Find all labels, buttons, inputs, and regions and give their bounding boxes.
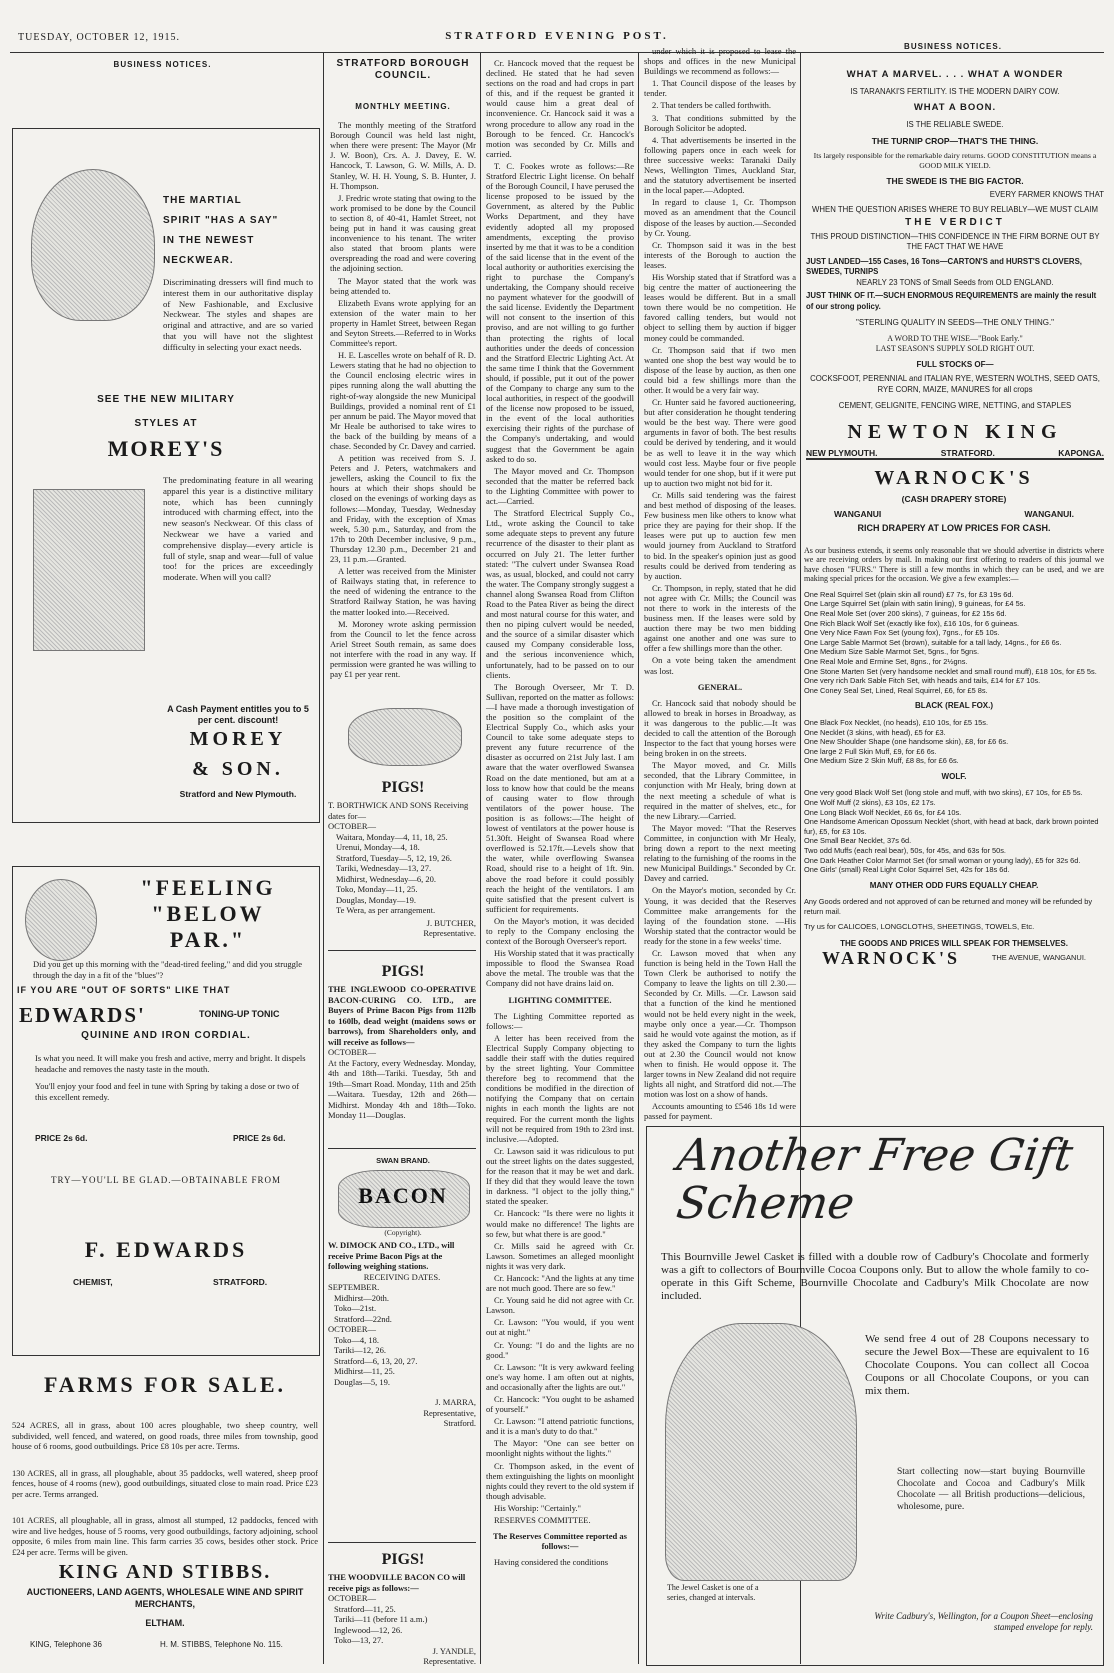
- warnock-towns: [804, 509, 1104, 520]
- firm-morey: MOREY: [189, 728, 287, 750]
- dimock-date: Toko—21st.: [334, 1303, 377, 1313]
- farms-list: [12, 1420, 318, 1557]
- borthwick-date: Te Wera, as per arrangement.: [336, 905, 436, 915]
- every-farmer-line: EVERY FARMER KNOWS THAT: [989, 190, 1104, 199]
- article-paragraph: M. Moroney wrote asking permission from the Council to let the fence across Ariel Street South remain, as same does not interfere with the road in any way. If permission were granted he was willing to pay £1 per year rent.: [330, 618, 476, 680]
- farm-item: 130 ACRES, all in grass, all ploughable, about 35 paddocks, well watered, sheep proof fences, house of 4 rooms (new), good outbuildings, situated close to main road. Price £23 per acre. Terms arranged.: [12, 1467, 318, 1499]
- council-article-cont: [486, 58, 634, 1668]
- column-rule: [638, 52, 639, 1664]
- dimock-october: OCTOBER—: [328, 1324, 377, 1334]
- warnock-footer-name: WARNOCK'S: [822, 948, 961, 969]
- article-paragraph: The Mayor moved, and Cr. Mills seconded, that the Library Committee, in conjunction with Mr Healy, bring down at the next meeting a schedule of what is required in the matter of shelves, etc., for the new Library.—Carried.: [644, 760, 796, 821]
- farm-item: 101 ACRES, all ploughable, all in grass, almost all stumped, 12 paddocks, fenced with wire and live hedges, house of 5 rooms, very good outbuildings, factory adjoining, school opposite, 6 miles from main line. This farm carries 35 cows, besides other stock. Price £24 per acre. Terms will be given.: [12, 1515, 318, 1557]
- king-stibbs: KING AND STIBBS.: [58, 1561, 272, 1583]
- fur-item: One Handsome American Opossum Necklet (short, with head at back, dark brown pointed fur), £5, for £3 10s.: [804, 817, 1099, 836]
- farm-item: 524 ACRES, all in grass, about 100 acres ploughable, two sheep country, well subdivided, well fenced, and watered, on good roads, three miles from township, good house of 6 rooms, good outbuildings. Price £8 10s per acre. Terms.: [12, 1420, 318, 1451]
- edwards-toning: TONING-UP TONIC: [199, 1009, 280, 1019]
- woodville-ad: [328, 1572, 476, 1667]
- edwards-price-right: PRICE 2s 6d.: [233, 1133, 286, 1143]
- dimock-date: Midhirst—11, 25.: [334, 1366, 395, 1376]
- column-rule: [323, 52, 324, 1664]
- edwards-try: TRY—YOU'LL BE GLAD.—OBTAINABLE FROM: [50, 1175, 282, 1185]
- article-paragraph: The Mayor: "One can see better on moonlight nights without the lights.": [486, 1438, 634, 1459]
- taranaki-line: IS TARANAKI'S FERTILITY. IS THE MODERN DAIRY COW.: [850, 86, 1060, 96]
- borthwick-date: Stratford, Tuesday—5, 12, 19, 26.: [336, 852, 452, 863]
- fur-item: One New Shoulder Shape (one handsome skin), £8, for £6 6s.: [804, 737, 1009, 747]
- town: WANGANUI: [834, 508, 882, 519]
- article-paragraph: 3. That conditions submitted by the Borough Solicitor be adopted.: [644, 112, 796, 133]
- warnock-footer: [804, 948, 1104, 969]
- borthwick-signature: J. BUTCHER,: [426, 917, 476, 928]
- moreys-name: MOREY'S: [107, 436, 225, 461]
- article-paragraph: Cr. Young: "I do and the lights are no good.": [486, 1339, 634, 1360]
- fur-item: One Medium Size 2 Skin Muff, £8 8s, for £6 6s.: [804, 756, 959, 766]
- swede-line: IS THE RELIABLE SWEDE.: [906, 119, 1004, 129]
- council-title-1: STRATFORD BOROUGH: [336, 58, 470, 69]
- section-heading: LIGHTING COMMITTEE.: [508, 994, 612, 1005]
- cash-discount: A Cash Payment entitles you to 5 per cent. discount!: [167, 704, 309, 725]
- neckwear-illustration: [33, 489, 145, 651]
- turnip-line: THE TURNIP CROP—THAT'S THE THING.: [871, 136, 1039, 146]
- section-heading: GENERAL.: [697, 681, 743, 692]
- cadbury-ad: [646, 1126, 1104, 1666]
- article-paragraph: T. C. Fookes wrote as follows:—Re Stratford Electric Light license. On behalf of the Borough Council, I have perused the license proposed to be issued by the Government, as altered by the Public Works Department, and they have evidently adopted all my proposed amendments, excepting the proviso inserted by me that it was to be a condition of the said license that in the event of the local authority or authorities exercising the right to purchase the Company's undertaking, the Company should receive no payment whatever for the goodwill of the said license. Evidently the Department will not consent to the insertion of this proviso, and are not willing to go further than protecting the rights of local authorities under the deeds of concession and the Stratford Electric Lighting Act. At the same time I think that the Government should, if possible, put it out of the power of the Company to charge any sum to the local authorities, in respect of the goodwill of the license now proposed to be issued, in the event of the local authorities exercising their rights of the purchase of the Company's undertaking, and would suggest that the Government be again asked to do so.: [486, 160, 634, 464]
- edwards-ad: [12, 866, 320, 1356]
- woodville-body: THE WOODVILLE BACON CO will receive pigs as follows:—: [328, 1572, 466, 1593]
- headline-line: "BELOW: [151, 901, 265, 926]
- borthwick-month: OCTOBER—: [328, 821, 377, 831]
- inglewood-dates: At the Factory, every Wednesday. Monday, 4th and 18th—Tariki. Tuesday, 5th and 19th—Smart Road. Monday, 11th and 25th—Waitara. Tuesday, 12th and 26th—Midhirst. Monday 4th and 18th—Toko. Monday 11—Douglas.: [328, 1057, 476, 1120]
- article-paragraph: Cr. Thompson asked, in the event of them extinguishing the lights on moonlight nights could they revert to the old system if though advisable.: [486, 1460, 634, 1501]
- warnock-footer-addr: THE AVENUE, WANGANUI.: [991, 953, 1086, 963]
- woodville-month: OCTOBER—: [328, 1593, 377, 1603]
- pigs3-title: PIGS!: [381, 1551, 425, 1568]
- article-paragraph: His Worship stated that if Stratford was a big centre the matter of auctioneering the leases would be different. But in a small town there would be no competition. He favored calling tenders, but would not object to selling them by auction if bigger money could be commanded.: [644, 271, 796, 343]
- inglewood-month: OCTOBER—: [328, 1047, 377, 1057]
- borthwick-date: Midhirst, Wednesday—6, 20.: [336, 873, 436, 884]
- when-line: WHEN THE QUESTION ARISES WHERE TO BUY RELIABLY—WE MUST CLAIM: [812, 204, 1098, 214]
- article-paragraph: Cr. Lawson: "It is very awkward feeling one's way home. I am often out at nights, and occasionally after the lights are out.": [486, 1361, 634, 1392]
- column-rule: [480, 52, 481, 1664]
- dimock-date: Stratford—6, 13, 20, 27.: [334, 1355, 418, 1366]
- fur-item: One Coney Seal Set, Lined, Real Squirrel, £6, for £5 8s.: [804, 685, 988, 695]
- article-paragraph: Having considered the conditions: [494, 1557, 609, 1568]
- dimock-ad: [328, 1240, 476, 1429]
- landed-line: JUST LANDED—155 Cases, 16 Tons—CARTON'S and HURST'S CLOVERS, SWEDES, TURNIPS: [806, 256, 1082, 276]
- article-paragraph: On a vote being taken the amendment was lost.: [644, 655, 796, 676]
- headline-line: SPIRIT "HAS A SAY": [163, 215, 279, 226]
- article-paragraph: Cr. Hunter said he favored auctioneering, but after consideration he thought tendering would be the best way. There were good arguments in favor of both. The best results could be derived by tendering, and it would be as well to leave it in the way which would cost less. Maybe four or five people would tender for one shop, but if it were put up to auction two might not bid for it.: [644, 397, 796, 488]
- fur-item: One Necklet (3 skins, with head), £5 for £3.: [804, 727, 946, 737]
- article-paragraph: The Borough Overseer, Mr T. D. Sullivan, reported on the matter as follows:—I have made a thorough investigation of the position so the complaint of the Electrical Supply Co., which asks your Council to take some adequate steps to prevent any future recurrence of the disaster as occurred on 21st July last. I am aware that the water overflowed Swansea Road on the date mentioned, but am at a loss to know how that could be the means of causing water to flow through ventilators of the power house. The position is as follows:—The height of lowest of ventilators at the power house is 51.30ft. Height of Swansea Road where overflowed is 52.17ft.—Levels show that the water, while overflowing Swansea Road, should rise to a height of 1ft. 9in. above the road before it could possibly reach the height of the ventilators. I am quite satisfied that the present culvert is sufficient for requirements.: [486, 681, 634, 914]
- article-paragraph: under which it is proposed to lease the shops and offices in the new Municipal Buildings we recommend as follows:—: [644, 46, 796, 77]
- see-military: SEE THE NEW MILITARY: [97, 394, 235, 405]
- article-paragraph: Cr. Hancock: "And the lights at any time are not much good. There are so few.": [486, 1272, 634, 1294]
- warnock-name: WARNOCK'S: [874, 467, 1034, 489]
- inglewood-ad: [328, 984, 476, 1121]
- article-paragraph: 1. That Council dispose of the leases by tender.: [644, 78, 796, 99]
- fur-item: One Long Black Wolf Necklet, £6 6s, for £4 10s.: [804, 807, 962, 817]
- article-paragraph: His Worship: "Certainly.": [494, 1502, 582, 1513]
- article-paragraph: H. E. Lascelles wrote on behalf of R. D. Lewers stating that he had no objection to the Council enclosing electric wires in pipes running along the wall abutting the right-of-way alongside the new Municipal Buildings, provided a nominal rent of £1 per annum be paid. The Mayor moved that Mr Heale be authorised to take wires to the back of the building by means of a chase. Seconded by Cr. Davey and carried.: [330, 350, 476, 451]
- newton-king-name: NEWTON KING: [847, 420, 1063, 443]
- headline-line: IN THE NEWEST: [163, 235, 255, 246]
- article-paragraph: Elizabeth Evans wrote applying for an extension of the water main to her property in Hamlet Street, between Regan and Seyton Streets.—Referred to in Works Committee's report.: [330, 297, 476, 349]
- edwards-price-left: PRICE 2s 6d.: [35, 1133, 88, 1143]
- headline-line: PAR.": [169, 927, 247, 952]
- fur-item: One Medium Size Sable Marmot Set, 5gns., for 5gns.: [804, 647, 979, 657]
- king-stibbs-place: ELTHAM.: [145, 1618, 185, 1628]
- think-line: JUST THINK OF IT.—SUCH ENORMOUS REQUIREMENTS are mainly the result of our strong policy.: [806, 291, 1097, 311]
- article-paragraph: Cr. Lawson said it was ridiculous to put out the street lights on the dates suggested, for the reason that it may be wet and dark. If they did that they would leave the town in darkness. "I object to the jolly thing," stated the speaker.: [486, 1145, 634, 1207]
- woodville-date: Stratford—11, 25.: [334, 1603, 396, 1614]
- article-paragraph: His Worship stated that it was practically impossible to flood the Swansea Road above the metal. The trouble was that the Company did not have drains laid on.: [486, 948, 634, 989]
- king-telephone: KING, Telephone 36: [30, 1640, 102, 1649]
- section-heading: The Reserves Committee reported as follows:—: [493, 1531, 627, 1552]
- borthwick-date: Douglas, Monday—19.: [336, 894, 417, 905]
- fur-item: One Very Nice Fawn Fox Set (young fox), 7gns., for £5 10s.: [804, 628, 1000, 638]
- article-paragraph: A letter was received from the Minister of Railways stating that, in reference to the need of widening the entrance to the Stratford Railway Station, he was having the matter looked into.—Received.: [330, 566, 476, 617]
- edwards-did: Did you get up this morning with the "dead-tired feeling," and did you struggle through the day in a fit of the "blues"?: [33, 959, 302, 980]
- dimock-intro: W. DIMOCK AND CO., LTD., will receive Prime Bacon Pigs at the following weighing stations.: [328, 1240, 455, 1271]
- cadbury-start: Start collecting now—start buying Bournville Chocolate and Cocoa and Cadbury's Milk Chocolate — all British productions—delicious, wholesome, pure.: [897, 1467, 1085, 1512]
- ad-divider: [328, 1148, 476, 1149]
- full-line: FULL STOCKS OF—: [916, 359, 994, 369]
- article-paragraph: The monthly meeting of the Stratford Borough Council was held last night, when there were present: The Mayor (Mr J. W. Boon), Crs. A. J. Davey, E. W. Hancock, T. Lawson, G. W. Mills, A. D. Stanley, W. H. H. Young, S. B. Hunter, J. H. Thompson.: [330, 120, 476, 191]
- edwards-firm: F. EDWARDS: [84, 1237, 248, 1262]
- big-factor-line: THE SWEDE IS THE BIG FACTOR.: [886, 175, 1024, 186]
- word-line: A WORD TO THE WISE—"Book Early.": [887, 333, 1023, 343]
- king-stibbs-trade: AUCTIONEERS, LAND AGENTS, WHOLESALE WINE AND SPIRIT MERCHANTS,: [26, 1587, 304, 1609]
- fur-list-2: [804, 718, 1104, 766]
- fur-item: One Large Sable Marmot Set (brown), suitable for a tall lady, 14gns., for £6 6s.: [804, 637, 1062, 647]
- borthwick-intro: T. BORTHWICK AND SONS Receiving dates for—: [328, 800, 469, 821]
- headline-line: THE MARTIAL: [163, 195, 242, 206]
- pigs2-title: PIGS!: [381, 963, 425, 980]
- edwards-chemist: CHEMIST,: [73, 1277, 113, 1287]
- cadbury-title-2: Scheme: [673, 1178, 858, 1229]
- article-paragraph: 4. That advertisements be inserted in the following papers once in each week for three successive weeks: Taranaki Daily News, Wellington Times, Auckland Star, and the statutory advertisement be inserted in the local paper.—Adopted.: [644, 134, 796, 196]
- article-paragraph: The Mayor moved and Cr. Thompson seconded that the matter be referred back to the Lighting Committee with power to act.—Carried.: [486, 465, 634, 507]
- stibbs-telephone: H. M. STIBBS, Telephone No. 115.: [160, 1640, 283, 1649]
- article-paragraph: Cr. Hancock said that nobody should be allowed to break in horses in Broadway, as it was dangerous to the public.—It was decided to call the attention of the Borough Inspector to the fact that young horses were being broken in on the streets.: [644, 697, 796, 759]
- fur-item: One large 2 Full Skin Muff, £9, for £6 6s.: [804, 746, 937, 756]
- dimock-place: Stratford.: [443, 1418, 476, 1428]
- fur-list-1: [804, 590, 1104, 696]
- warnock-ad: [804, 466, 1104, 1106]
- article-paragraph: Cr. Lawson moved that when any function is being held in the Town Hall the Town Clerk be authorised to notify the Company to leave the lights on till 2.30.—Seconded by Cr. Mills. —Cr. Lawson said that a function of the kind he mentioned would not be held every night in the week, maybe only once a year.—Cr. Thompson said he would vote against the motion, as if they asked the Company to turn the lights out at 2.30 the Council would not know when to finish. He would oppose it. The larger towns in New Zealand did not require lights all night, and Stratford did not.—The motion was lost on a show of hands.: [644, 947, 796, 1100]
- newton-king-towns: [806, 448, 1104, 459]
- girl-casket-illustration: [665, 1323, 857, 1581]
- fur-item: One Stone Marten Set (very handsome necklet and small round muff), £18 10s, for £5 5s.: [804, 666, 1097, 676]
- farms-title: FARMS FOR SALE.: [44, 1372, 286, 1397]
- fur-list-3: [804, 788, 1104, 874]
- fur-item: One Black Fox Necklet, (no heads), £10 10s, for £5 15s.: [804, 717, 989, 727]
- article-paragraph: Cr. Hancock: "You ought to be ashamed of yourself.": [486, 1394, 634, 1415]
- inglewood-body: THE INGLEWOOD CO-OPERATIVE BACON-CURING CO. LTD., are Buyers of Prime Bacon Pigs from 112lb to 160lb, dead weight (maidens sows or barrows), from Shareholders only, and will receive as follows—: [328, 984, 476, 1047]
- woodville-rep: Representative.: [423, 1656, 476, 1666]
- article-paragraph: Cr. Lawson: "I attend patriotic functions, and it is a man's duty to do that.": [486, 1416, 634, 1437]
- grasses-line: COCKSFOOT, PERENNIAL and ITALIAN RYE, WESTERN WOLTHS, SEED OATS, RYE CORN, MAIZE, MANURES for all crops: [810, 374, 1100, 394]
- article-paragraph: The Stratford Electrical Supply Co., Ltd., wrote asking the Council to take some adequate steps to prevent any future recurrence of the disaster to their plant as occurred on July 21. The letter further stated: "The culvert under Swansea Road was, as usual, blocked, and could not carry the water. The Company strongly suggest a channel along Swansea Road from Clifton Road to the Patea River as being the direct and most natural course for this water, and then no piping culvert would be needed, and the source of a similar disaster which caused my Company considerable loss, and the serious inconvenience which, unfortunately, had to be passed on to our clients.: [486, 508, 634, 680]
- article-paragraph: The Mayor stated that the work was being attended to.: [330, 275, 476, 296]
- woodville-date: Toko—13, 27.: [334, 1635, 384, 1645]
- dimock-date: Midhirst—20th.: [334, 1292, 390, 1303]
- dimock-date: Toko—4, 18.: [334, 1334, 379, 1345]
- morey-ad: [12, 128, 320, 823]
- dimock-rep: Representative,: [423, 1407, 476, 1418]
- article-paragraph: Cr. Thompson said that if two men wanted one shop the best way would be to dispose of the lease by auction, as then one could bid a few shillings more than the other. It would be a very fair way.: [644, 344, 796, 395]
- issue-date: TUESDAY, OCTOBER 12, 1915.: [18, 32, 180, 43]
- ad-divider: [806, 458, 1104, 460]
- borthwick-date: Urenui, Monday—4, 18.: [336, 842, 420, 852]
- cadbury-send: We send free 4 out of 28 Coupons necessary to secure the Jewel Box—These are equivalent to 16 Chocolate Coupons. You can collect all Cocoa Coupons or all Chocolate Coupons, or you can mix them.: [865, 1333, 1089, 1397]
- article-paragraph: Cr. Thompson said it was in the best interests of the Borough to auction the leases.: [644, 239, 796, 270]
- warnock-tag: RICH DRAPERY AT LOW PRICES FOR CASH.: [857, 523, 1051, 533]
- morey-headline: [163, 191, 313, 271]
- morey-body2: The predominating feature in all wearing apparel this year is a distinctive military note, which has been cunningly introduced with charming effect, into the new season's Neckwear. Of this class of Neckwear we have a varied and comprehensive display—every article is full of style, snap and wear—full of value too! for the prices are exceedingly moderate. When will you call?: [163, 475, 313, 583]
- woodville-date: Tariki—11 (before 11 a.m.): [334, 1614, 428, 1624]
- borthwick-rep: Representative.: [423, 928, 476, 938]
- council-title-2: COUNCIL.: [374, 70, 432, 81]
- firm-son: & SON.: [192, 758, 284, 780]
- article-paragraph: Cr. Hancock moved that the request be declined. He stated that he had seven sections on the road and had crops in part of this, and if the request be granted it would cause him a great deal of inconvenience. Cr. Hancock said it was a wrong procedure to allow any road in the Borough to be fenced. Cr. Hancock's motion was seconded by Cr. Mills and carried.: [486, 58, 634, 159]
- borthwick-date: Tariki, Wednesday—13, 27.: [336, 863, 432, 873]
- marvel-line: WHAT A MARVEL. . . . WHAT A WONDER: [846, 69, 1064, 80]
- article-paragraph: Cr. Thompson, in reply, stated that he did not agree with Cr. Mills; the Council was not there to work in the interests of the business men. If the leases were sold by auction there may be two men bidding against one another and one was sure to offer a few shillings more than the other.: [644, 582, 796, 654]
- article-paragraph: A petition was received from S. J. Peters and J. Peters, watchmakers and jewellers, asking the Council to fix the hours at which their shops should be closed on the evenings of working days as follows:—Monday, Tuesday, Wednesday and Friday, with the exception of Xmas week, 5.30 p.m., Saturday, and from the 17th to 20th December inclusive, 9 p.m., Thursday 12.30 p.m., December 21 and 23, 11 p.m.—Granted.: [330, 453, 476, 565]
- feeling-headline: [103, 875, 313, 953]
- newspaper-title: STRATFORD EVENING POST.: [445, 30, 669, 42]
- business-notices-header-right: BUSINESS NOTICES.: [904, 42, 1002, 51]
- fur-item: One Large Squirrel Set (plain with satin lining), 9 guineas, for £4 5s.: [804, 599, 1026, 609]
- article-paragraph: Cr. Hancock: "Is there were no lights it would make no difference! The lights are so few, but what there is are good.": [486, 1208, 634, 1239]
- edwards-quinine: QUININE AND IRON CORDIAL.: [81, 1030, 251, 1041]
- article-paragraph: A letter has been received from the Electrical Supply Company objecting to saddle their staff with the duties required by the street lighting. Your Committee therefore beg to recommend that the conditions be modified in the direction of notifying the Company that on certain nights in each month the lights are not required. For the current month the lights will not be required from 19th to 23rd inst. inclusive.—Adopted.: [486, 1032, 634, 1144]
- headline-line: NECKWEAR.: [163, 255, 234, 266]
- edwards-if: IF YOU ARE "OUT OF SORTS" LIKE THAT: [17, 985, 231, 995]
- newton-king-ad: [806, 69, 1104, 458]
- fur-item: One Wolf Muff (2 skins), £3 10s, £2 17s.: [804, 797, 936, 807]
- woodville-date: Inglewood—12, 26.: [334, 1624, 403, 1635]
- article-paragraph: Cr. Mills said tendering was the fairest and best method of disposing of the leases. Few business men like others to know what price they are paying for their shop. If the leases were put up to auction few men would journey from Auckland to Stratford to bid. In the speaker's opinion just as good results could be derived from tendering as by auction.: [644, 489, 796, 581]
- black-fox-heading: BLACK (REAL FOX.): [914, 701, 994, 711]
- edwards-enjoy: You'll enjoy your food and feel in tune with Spring by taking a dose or two of this excellent remedy.: [35, 1081, 300, 1102]
- cadbury-caption: The Jewel Casket is one of a series, changed at intervals.: [667, 1583, 759, 1602]
- cadbury-body: This Bournville Jewel Casket is filled with a double row of Cadbury's Chocolate and formerly was a gift to collectors of Bournville Cocoa Coupons only. But to allow the whole family to co-operate in this Gift Scheme, Bournville Chocolate and Cadbury's Milk Chocolate are now included.: [661, 1251, 1089, 1302]
- article-paragraph: In regard to clause 1, Cr. Thompson moved as an amendment that the Council dispose of the leases by auction.—Seconded by Cr. Young.: [644, 197, 796, 238]
- receiving-dates: RECEIVING DATES.: [363, 1271, 441, 1282]
- warnock-sub: (CASH DRAPERY STORE): [901, 494, 1007, 504]
- fur-item: One very rich Dark Sable Fitch Set, with heads and tails, £14 for £7 10s.: [804, 676, 1041, 686]
- edwards-place: STRATFORD.: [213, 1277, 268, 1287]
- council-sub: MONTHLY MEETING.: [355, 102, 451, 111]
- article-paragraph: J. Fredric wrote stating that owing to the work promised to be done by the Council to section 8, of 40-41, Hamlet Street, not being put in hand it was causing great inconvenience to his tenant. The writer also stated that broom plants were overspreading the road and were covering the adjoining section.: [330, 192, 476, 274]
- town: NEW PLYMOUTH.: [806, 447, 878, 458]
- pigs-title: PIGS!: [381, 779, 425, 796]
- fur-item: One Small Bear Necklet, 37s 6d.: [804, 836, 912, 846]
- boon-line: WHAT A BOON.: [913, 102, 997, 113]
- fur-item: One Real Mole Set (over 200 skins), 7 guineas, for £2 15s 6d.: [804, 609, 1007, 619]
- wolf-heading: WOLF.: [941, 771, 967, 781]
- cement-line: CEMENT, GELIGNITE, FENCING WIRE, NETTING, and STAPLES: [838, 401, 1072, 410]
- proud-line: THIS PROUD DISTINCTION—THIS CONFIDENCE IN THE FIRM BORNE OUT BY THE FACT THAT WE HAVE: [810, 231, 1100, 251]
- woodville-signature: J. YANDLE,: [432, 1645, 476, 1656]
- fur-item: One very good Black Wolf Set (long stole and muff, with two skins), £7 10s, for £5 5s.: [804, 788, 1083, 798]
- cadbury-title-1: Another Free Gift: [674, 1130, 1076, 1181]
- dimock-date: Douglas—5, 19.: [334, 1376, 390, 1387]
- article-paragraph: Cr. Lawson: "You would, if you went out at night.": [486, 1317, 634, 1338]
- borthwick-date: Toko, Monday—11, 25.: [336, 884, 418, 894]
- council-article: [330, 58, 476, 766]
- article-paragraph: The Lighting Committee reported as follows:—: [486, 1010, 634, 1031]
- sterling-line: "STERLING QUALITY IN SEEDS—THE ONLY THING.": [855, 318, 1055, 327]
- face-illustration: [25, 879, 97, 961]
- many-other: MANY OTHER ODD FURS EQUALLY CHEAP.: [869, 880, 1039, 890]
- fur-item: Two odd Muffs (each real bear), 50s, for 45s, and 63s for 50s.: [804, 845, 1006, 855]
- fur-item: One Girls' (small) Real Light Color Squirrel Set, 42s for 18s 6d.: [804, 865, 1010, 875]
- town: WANGANUI.: [1024, 508, 1074, 519]
- cadbury-write: Write Cadbury's, Wellington, for a Coupon Sheet—enclosing stamped envelope for reply.: [874, 1611, 1093, 1632]
- lady-illustration: [31, 169, 155, 321]
- edwards-name: EDWARDS': [19, 1003, 146, 1027]
- fur-item: One Rich Black Wolf Set (exactly like fox), £16 10s, for 6 guineas.: [804, 618, 1020, 628]
- edwards-is: Is what you need. It will make you fresh and active, merry and bright. It dispels headache and removes the nasty taste in the mouth.: [35, 1053, 306, 1074]
- dimock-signature: J. MARRA,: [435, 1397, 476, 1407]
- ad-divider: [328, 950, 476, 951]
- article-paragraph: Cr. Young said he did not agree with Cr. Lawson.: [486, 1295, 634, 1316]
- article-paragraph: On the Mayor's motion, it was decided to reply to the Company enclosing the context of the Borough Overseer's report.: [486, 915, 634, 947]
- fur-item: One Real Mole and Ermine Set, 8gns., for 2½gns.: [804, 657, 968, 667]
- ad-divider: [328, 1542, 476, 1543]
- bacon-copyright: (Copyright).: [384, 1228, 422, 1237]
- dimock-date: Tariki—12, 26.: [334, 1345, 387, 1355]
- goods-prices: THE GOODS AND PRICES WILL SPEAK FOR THEMSELVES.: [840, 938, 1068, 948]
- any-goods: Any Goods ordered and not approved of can be returned and money will be refunded by return mail.: [804, 897, 1093, 916]
- resp-line: Its largely responsible for the remarkable dairy returns. GOOD CONSTITUTION means a GOOD MILK YIELD.: [813, 150, 1097, 170]
- pig-illustration: [348, 708, 462, 766]
- nearly-line: NEARLY 23 TONS of Small Seeds from OLD ENGLAND.: [856, 277, 1054, 287]
- try-us: Try us for CALICOES, LONGCLOTHS, SHEETINGS, TOWELS, Etc.: [804, 922, 1035, 932]
- council-article-cont-2: [644, 46, 796, 1122]
- dimock-date: Stratford—22nd.: [334, 1313, 392, 1324]
- borthwick-ad: [328, 800, 476, 939]
- dimock-september: SEPTEMBER.: [328, 1282, 380, 1292]
- styles-at: STYLES AT: [134, 418, 198, 429]
- article-paragraph: Accounts amounting to £546 18s 1d were passed for payment.: [644, 1101, 796, 1122]
- town: KAPONGA.: [1058, 447, 1104, 458]
- town: STRATFORD.: [940, 447, 995, 458]
- morey-body1: Discriminating dressers will find much to interest them in our authoritative display of New Fashionable, and Exclusive Neckwear. The styles and shapes are original and attractive, and are so varied that you will have not the slightest difficulty in selecting your exact needs.: [163, 277, 313, 352]
- fur-item: One Dark Heather Color Marmot Set (for small woman or young lady), £5 for 32s 6d.: [804, 855, 1081, 865]
- borthwick-date: Waitara, Monday—4, 11, 18, 25.: [336, 831, 448, 842]
- article-paragraph: The Mayor moved: "That the Reserves Committee, in conjunction with Mr Healy, bring down a report to the next meeting relating to the furnishing of the rooms in the new Municipal Buildings." Seconded by Cr. Davey and carried.: [644, 822, 796, 884]
- swan-brand: SWAN BRAND.: [376, 1156, 430, 1165]
- business-notices-header: BUSINESS NOTICES.: [113, 60, 212, 69]
- fur-item: One Real Squirrel Set (plain skin all round) £7 7s, for £3 19s 6d.: [804, 589, 1014, 599]
- bacon-word: BACON: [358, 1183, 448, 1208]
- article-paragraph: 2. That tenders be called forthwith.: [652, 100, 772, 111]
- article-paragraph: On the Mayor's motion, seconded by Cr. Young, it was decided that the Reserves Committee make arrangements for the laying of the foundation stone. —His Worship stated that the contractor would be ready for the stone in a few weeks' time.: [644, 885, 796, 946]
- last-line: LAST SEASON'S SUPPLY SOLD RIGHT OUT.: [875, 344, 1035, 353]
- firm-place: Stratford and New Plymouth.: [179, 789, 297, 799]
- article-paragraph: RESERVES COMMITTEE.: [494, 1515, 591, 1526]
- headline-line: "FEELING: [140, 875, 276, 900]
- verdict-line: THE VERDICT: [905, 217, 1005, 228]
- article-paragraph: Cr. Mills said he agreed with Cr. Lawson. Sometimes an alleged moonlight nights it was very dark.: [486, 1240, 634, 1271]
- warnock-intro: As our business extends, it seems only reasonable that we should advertise in districts where we are receiving orders by mail. In making our first offering to readers of this journal we have chosen "FURS." There is still a few months in which they can be used, and we are making special prices for the occasion. We give a few examples:—: [804, 545, 1104, 584]
